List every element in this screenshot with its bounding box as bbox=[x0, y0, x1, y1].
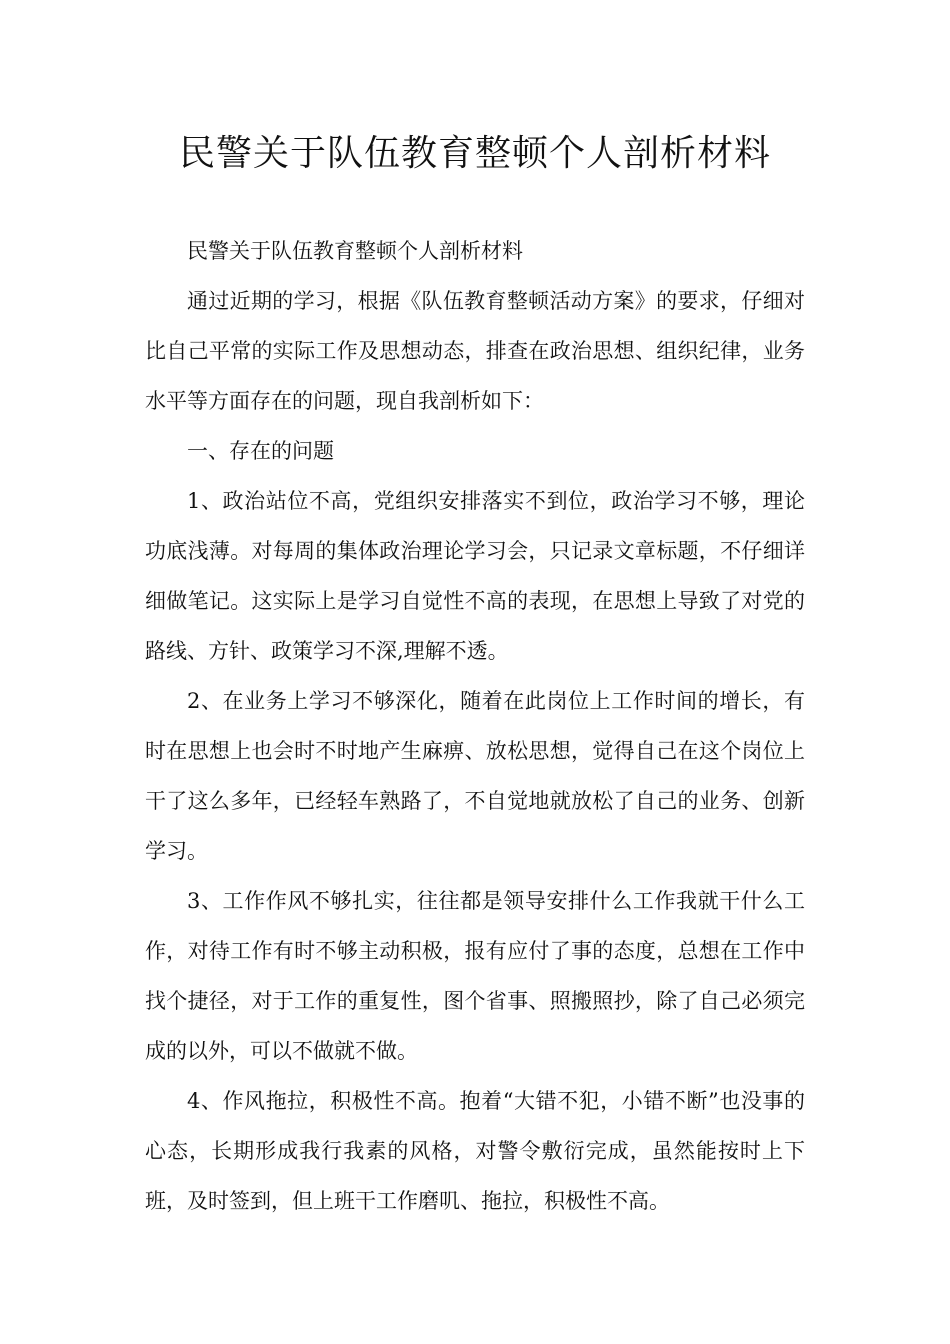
document-title: 民警关于队伍教育整顿个人剖析材料 bbox=[178, 133, 771, 174]
paragraph-intro: 通过近期的学习，根据《队伍教育整顿活动方案》的要求，仔细对比自己平常的实际工作及思想动态，排查在政治思想、组织纪律，业务水平等方面存在的问题，现自我剖析如下： bbox=[145, 289, 805, 413]
paragraph-item-3: 3、工作作风不够扎实，往往都是领导安排什么工作我就干什么工作，对待工作有时不够主动积极，报有应付了事的态度，总想在工作中找个捷径，对于工作的重复性，图个省事、照搬照抄，除了自己必须完成的以外，可以不做就不做。 bbox=[145, 889, 805, 1063]
document-body bbox=[145, 226, 805, 1226]
paragraph-item-2: 2、在业务上学习不够深化，随着在此岗位上工作时间的增长，有时在思想上也会时不时地产生麻痹、放松思想，觉得自己在这个岗位上干了这么多年，已经轻车熟路了，不自觉地就放松了自己的业务、创新学习。 bbox=[145, 689, 805, 863]
paragraph-subtitle: 民警关于队伍教育整顿个人剖析材料 bbox=[187, 239, 523, 263]
section-heading-problems: 一、存在的问题 bbox=[187, 439, 334, 463]
paragraph-item-4: 4、作风拖拉，积极性不高。抱着“大错不犯，小错不断”也没事的心态，长期形成我行我素的风格，对警令敷衍完成，虽然能按时上下班，及时签到，但上班干工作磨叽、拖拉，积极性不高。 bbox=[145, 1089, 805, 1213]
paragraph-item-1: 1、政治站位不高，党组织安排落实不到位，政治学习不够，理论功底浅薄。对每周的集体政治理论学习会，只记录文章标题，不仔细详细做笔记。这实际上是学习自觉性不高的表现，在思想上导致了对党的路线、方针、政策学习不深,理解不透。 bbox=[145, 489, 805, 663]
